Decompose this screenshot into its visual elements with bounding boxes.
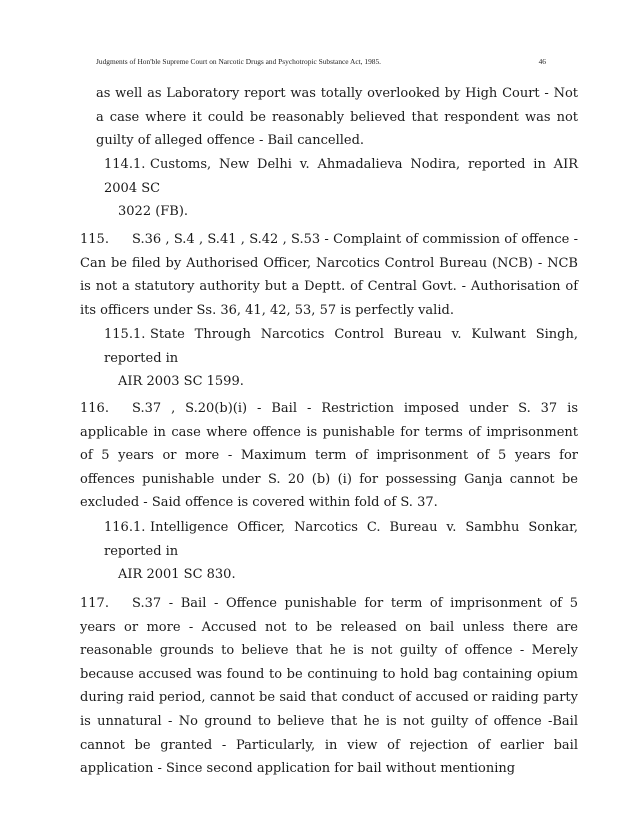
citation-line-1: Intelligence Officer, Narcotics C. Bureau v. Sambhu Sonkar, reported in [104,520,578,559]
citation-line-2: AIR 2001 SC 830. [118,567,236,583]
header-title: Judgments of Hon'ble Supreme Court on Narcotic Drugs and Psychotropic Substance Act, 1985. [96,57,382,66]
paragraph-text: S.37 - Bail - Offence punishable for term of imprisonment of 5 years or more - Accused not to be released on bail unless there are reasonable grounds to believe that he is not guilty of offence - Merely because accused was found to be continuing to hold bag containing opium during raid period, cannot be said that conduct of accused or raiding party is unnatural - No ground to believe that he is not guilty of offence -Bail cannot be granted - Particularly, in view of rejection of earlier bail application - Since second application for bail without mentioning [80,596,578,777]
paragraph-text: S.36 , S.4 , S.41 , S.42 , S.53 - Complaint of commission of offence - Can be filed by Authorised Officer, Narcotics Control Bureau (NCB) - NCB is not a statutory authority but a Deptt. of Central Govt. - Authorisation of its officers under Ss. 36, 41, 42, 53, 57 is perfectly valid. [80,232,578,318]
citation-number: 114.1. [104,157,146,172]
page-number: 46 [538,57,546,66]
paragraph-116 [80,397,578,515]
paragraph-117 [80,592,578,781]
continuation-paragraph [96,82,578,153]
citation-114-1 [104,153,578,224]
citation-line-2: 3022 (FB). [118,204,189,220]
citation-115-1 [104,323,578,394]
citation-116-1 [104,516,578,587]
paragraph-number: 115. [80,232,109,247]
paragraph-number: 117. [80,596,109,611]
paragraph-text: as well as Laboratory report was totally overlooked by High Court - Not a case where it could be reasonably believed that respondent was not guilty of alleged offence - Bail cancelled. [96,86,578,149]
paragraph-number: 116. [80,401,109,416]
paragraph-115 [80,228,578,322]
citation-line-1: State Through Narcotics Control Bureau v. Kulwant Singh, reported in [104,327,578,366]
citation-number: 115.1. [104,327,146,342]
paragraph-text: S.37 , S.20(b)(i) - Bail - Restriction imposed under S. 37 is applicable in case where offence is punishable for terms of imprisonment of 5 years or more - Maximum term of imprisonment of 5 years for offences punishable under S. 20 (b) (i) for possessing Ganja cannot be excluded - Said offence is covered within fold of S. 37. [80,401,578,511]
running-header [96,57,546,66]
citation-number: 116.1. [104,520,146,535]
citation-line-1: Customs, New Delhi v. Ahmadalieva Nodira, reported in AIR 2004 SC [104,157,578,196]
citation-line-2: AIR 2003 SC 1599. [118,374,244,390]
